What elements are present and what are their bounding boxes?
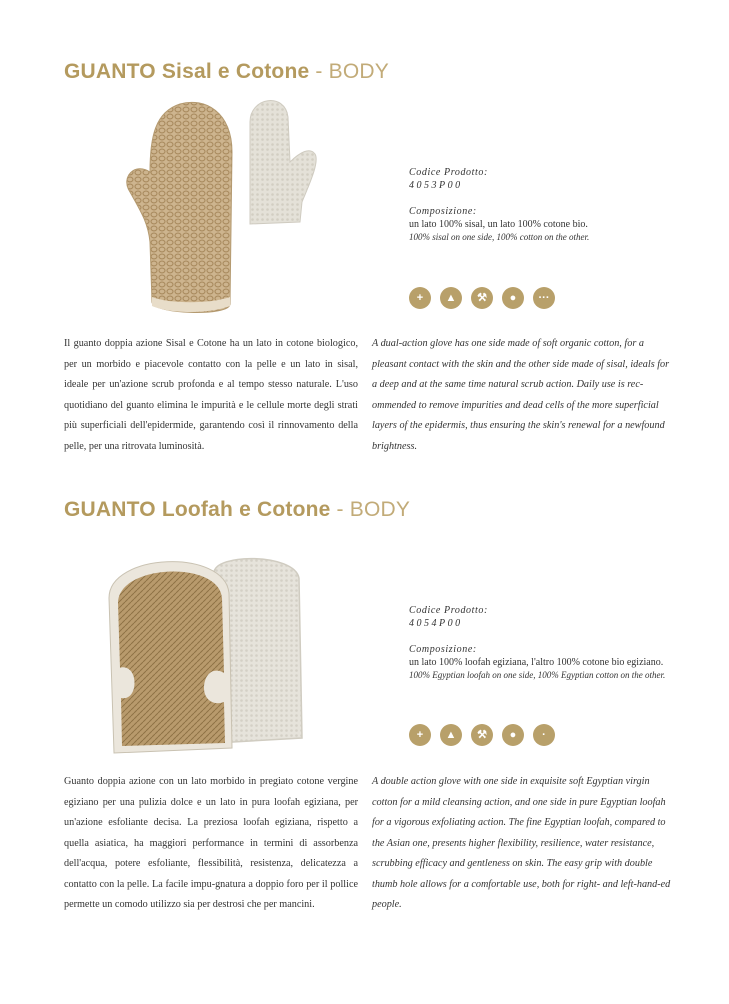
flame-icon: ▲ (440, 287, 462, 309)
plus-icon: + (409, 287, 431, 309)
description-en: A double action glove with one side in exquisite soft Egyptian virgin cotton for a mild cleansing action, and one side in pure Egyptian loofah for a vigorous exfoliating action. The fine Egyptian loofah, compared to the Asian one, presents higher flexibility, resilience, water resistance, scrubbing efficacy and gentleness on skin. The easy grip with double thumb hole allows for a comfortable use, both for right- and left-hand-ed people. (372, 776, 671, 910)
product-title: GUANTO Sisal e Cotone - BODY (64, 60, 389, 83)
composition-it: un lato 100% loofah egiziana, l'altro 100% cotone bio egiziano. (409, 657, 664, 668)
composition-en: 100% Egyptian loofah on one side, 100% Egyptian cotton on the other. (409, 670, 666, 680)
dot-icon: · (533, 724, 555, 746)
loofah-glove-photo (104, 548, 334, 763)
product-info (409, 604, 665, 682)
product-code: 4053P00 (409, 180, 463, 191)
description-it: Guanto doppia azione con un lato morbido in pregiato cotone vergine egiziano per una pulizia dolce e un lato in pura loofah egiziana, per un'azione esfoliante decisa. La preziosa loofah egiziana, rispetto a quella asiatica, ha maggiori performance in termini di assorbenza dell'acqua, potere esfoliante, flessibilità, resistenza, delicatezza a contatto con la pelle. La facile impu-gnatura a doppio foro per il pollice permette un comodo utilizzo sia per destrosi che per mancini. (64, 776, 358, 910)
code-label: Codice Prodotto: (409, 167, 488, 178)
plus-icon: + (409, 724, 431, 746)
product-code: 4054P00 (409, 618, 463, 629)
dots-icon: ··· (533, 287, 555, 309)
leaf-icon: ● (502, 724, 524, 746)
composition-label: Composizione: (409, 206, 477, 217)
product-title: GUANTO Loofah e Cotone - BODY (64, 498, 411, 521)
hammer-icon: ⚒ (471, 287, 493, 309)
leaf-icon: ● (502, 287, 524, 309)
code-label: Codice Prodotto: (409, 605, 488, 616)
description-it: Il guanto doppia azione Sisal e Cotone ha un lato in cotone biologico, per un morbido e piacevole contatto con la pelle e un lato in sisal, ideale per un'azione scrub profonda e al tempo stesso naturale. L'uso quotidiano del guanto elimina le impurità e le cellule morte degli strati più superficiali dell'epidermide, garantendo così il rinnovamento della pelle, per una ritrovata luminosità. (64, 338, 358, 452)
feature-icons (409, 287, 555, 309)
hammer-icon: ⚒ (471, 724, 493, 746)
flame-icon: ▲ (440, 724, 462, 746)
description-en: A dual-action glove has one side made of soft organic cotton, for a pleasant contact with the skin and the other side made of sisal, ideals for a deep and at the same time natural scrub action. Daily use is rec-ommended to remove impurities and dead cells of the more superficial layers of the epidermis, thus ensuring the skin's renewal for a newfound brightness. (372, 338, 670, 452)
composition-it: un lato 100% sisal, un lato 100% cotone bio. (409, 219, 588, 230)
composition-en: 100% sisal on one side, 100% cotton on the other. (409, 232, 590, 242)
feature-icons (409, 724, 555, 746)
composition-label: Composizione: (409, 644, 477, 655)
sisal-glove-photo (110, 92, 340, 332)
product-info (409, 166, 589, 244)
